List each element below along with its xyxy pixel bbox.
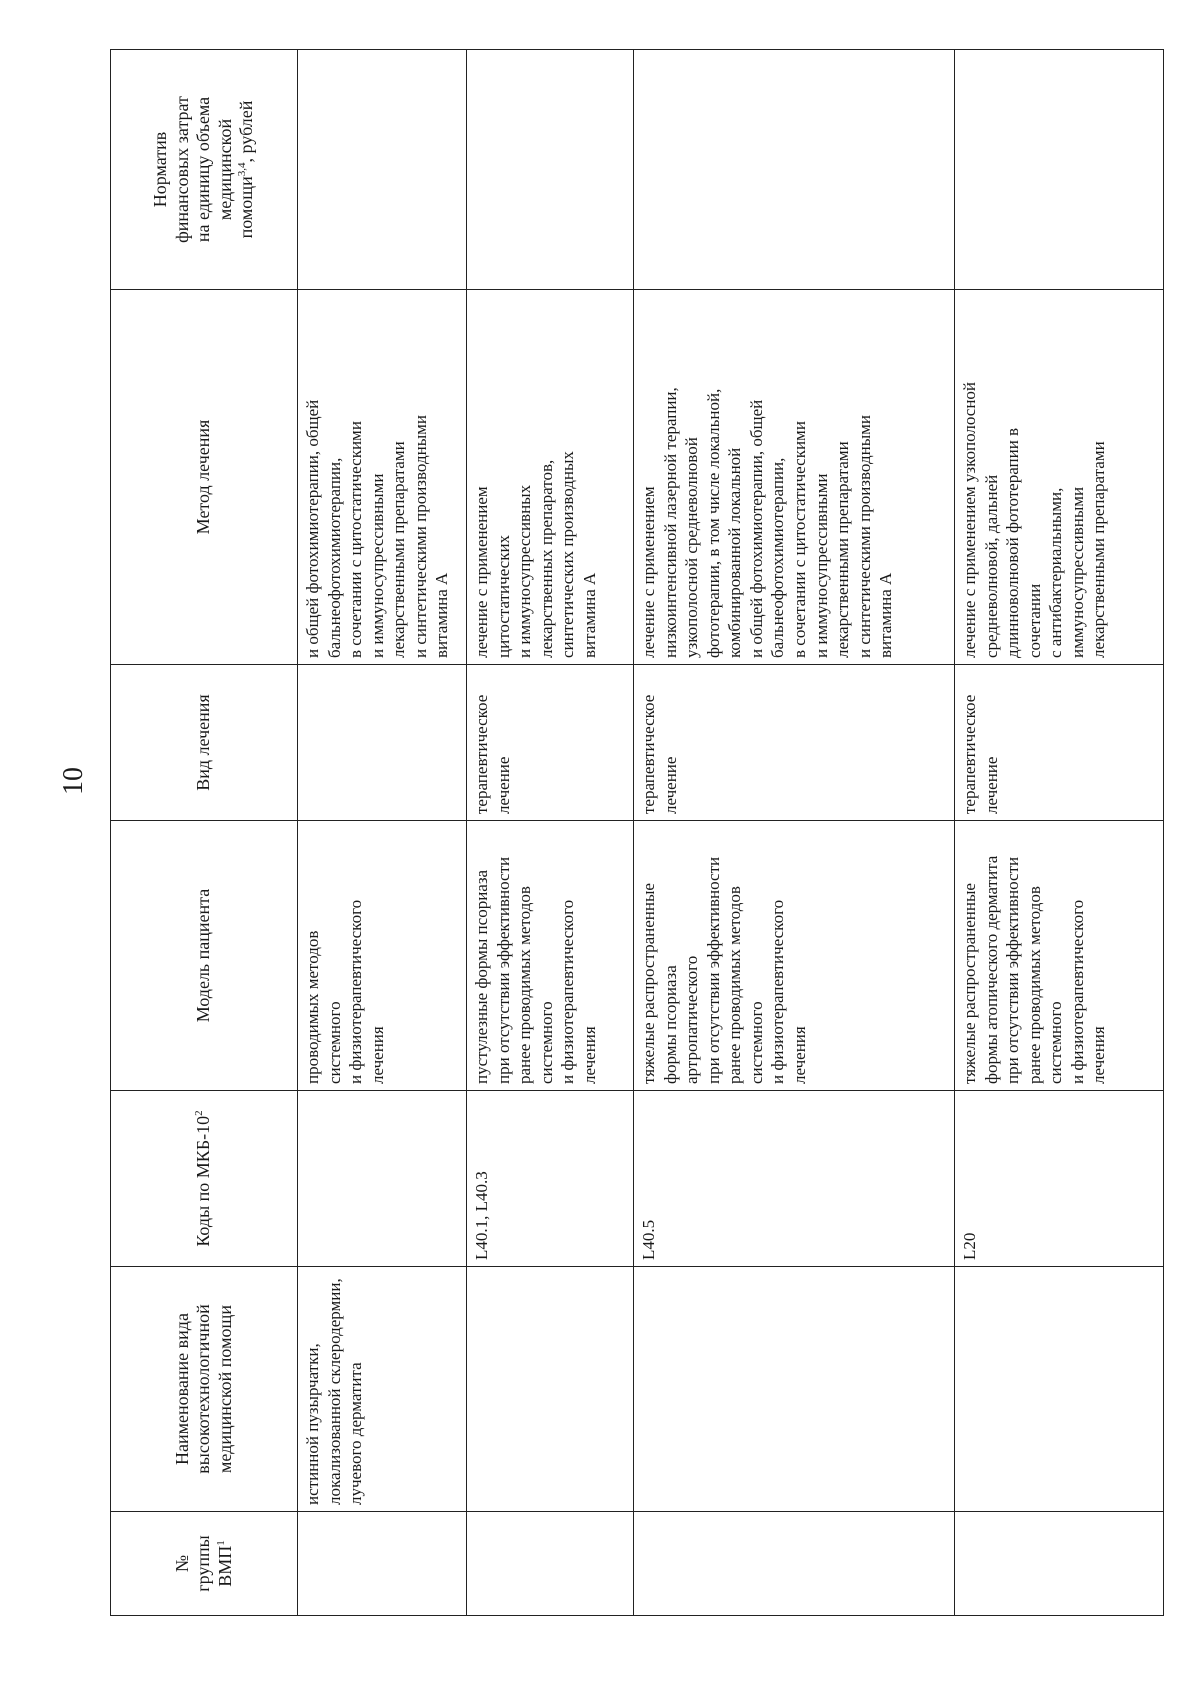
cell-patient-model: тяжелые распространенные формы атопического дерматита при отсутствии эффективности ранее проводимых методов системного и физиотерапевтического лечения	[955, 821, 1164, 1091]
cell-name	[955, 1267, 1164, 1512]
cell-codes: L40.5	[634, 1091, 955, 1267]
rotated-table-wrapper	[110, 50, 1120, 1616]
cell-group-no	[955, 1512, 1164, 1616]
cell-codes: L20	[955, 1091, 1164, 1267]
cell-patient-model: пустулезные формы псориаза при отсутствии эффективности ранее проводимых методов системного и физиотерапевтического лечения	[467, 821, 634, 1091]
page-number: 10	[58, 767, 89, 795]
cell-codes: L40.1, L40.3	[467, 1091, 634, 1267]
cell-norm	[955, 50, 1164, 290]
header-norm: Норматив финансовых затрат на единицу объема медицинской помощи$^{3,4}$, рублей	[111, 50, 298, 290]
cell-group-no	[467, 1512, 634, 1616]
cell-treatment-type: терапевтическое лечение	[955, 665, 1164, 821]
table-row	[955, 50, 1164, 1616]
table-row	[634, 50, 955, 1616]
cell-treatment-type: терапевтическое лечение	[634, 665, 955, 821]
cell-method: лечение с применением низкоинтенсивной лазерной терапии, узкополосной средневолновой фототерапии, в том числе локальной, комбинированной локальной и общей фотохимиотерапии, общей бальнеофотохимиотерапии, в сочетании с цитостатическими и иммуносупрессивными лекарственными препаратами и синтетическими производными витамина А	[634, 290, 955, 665]
cell-name	[634, 1267, 955, 1512]
table-row	[467, 50, 634, 1616]
header-row	[111, 50, 298, 1616]
header-patient-model: Модель пациента	[111, 821, 298, 1091]
header-codes: Коды по МКБ-$10^2$	[111, 1091, 298, 1267]
cell-treatment-type: терапевтическое лечение	[467, 665, 634, 821]
header-method: Метод лечения	[111, 290, 298, 665]
cell-method: и общей фотохимиотерапии, общей бальнеофотохимиотерапии, в сочетании с цитостатическими и иммуносупрессивными лекарственными препаратами и синтетическими производными витамина А	[298, 290, 467, 665]
header-name: Наименование вида высокотехнологичной медицинской помощи	[111, 1267, 298, 1512]
cell-norm	[298, 50, 467, 290]
cell-name: истинной пузырчатки, локализованной склеродермии, лучевого дерматита	[298, 1267, 467, 1512]
header-treatment-type: Вид лечения	[111, 665, 298, 821]
table-row	[298, 50, 467, 1616]
cell-patient-model: проводимых методов системного и физиотерапевтического лечения	[298, 821, 467, 1091]
cell-group-no	[634, 1512, 955, 1616]
cell-name	[467, 1267, 634, 1512]
cell-codes	[298, 1091, 467, 1267]
header-group-no: № группы ВМП$^1$	[111, 1512, 298, 1616]
cell-norm	[467, 50, 634, 290]
cell-treatment-type	[298, 665, 467, 821]
vmp-table	[110, 49, 1164, 1616]
cell-norm	[634, 50, 955, 290]
cell-method: лечение с применением цитостатических и иммуносупрессивных лекарственных препаратов, синтетических производных витамина А	[467, 290, 634, 665]
cell-group-no	[298, 1512, 467, 1616]
cell-method: лечение с применением узкополосной средневолновой, дальней длинноволновой фототерапии в сочетании с антибактериальными, иммуносупрессивными лекарственными препаратами	[955, 290, 1164, 665]
cell-patient-model: тяжелые распространенные формы псориаза артропатического при отсутствии эффективности ранее проводимых методов системного и физиотерапевтического лечения	[634, 821, 955, 1091]
